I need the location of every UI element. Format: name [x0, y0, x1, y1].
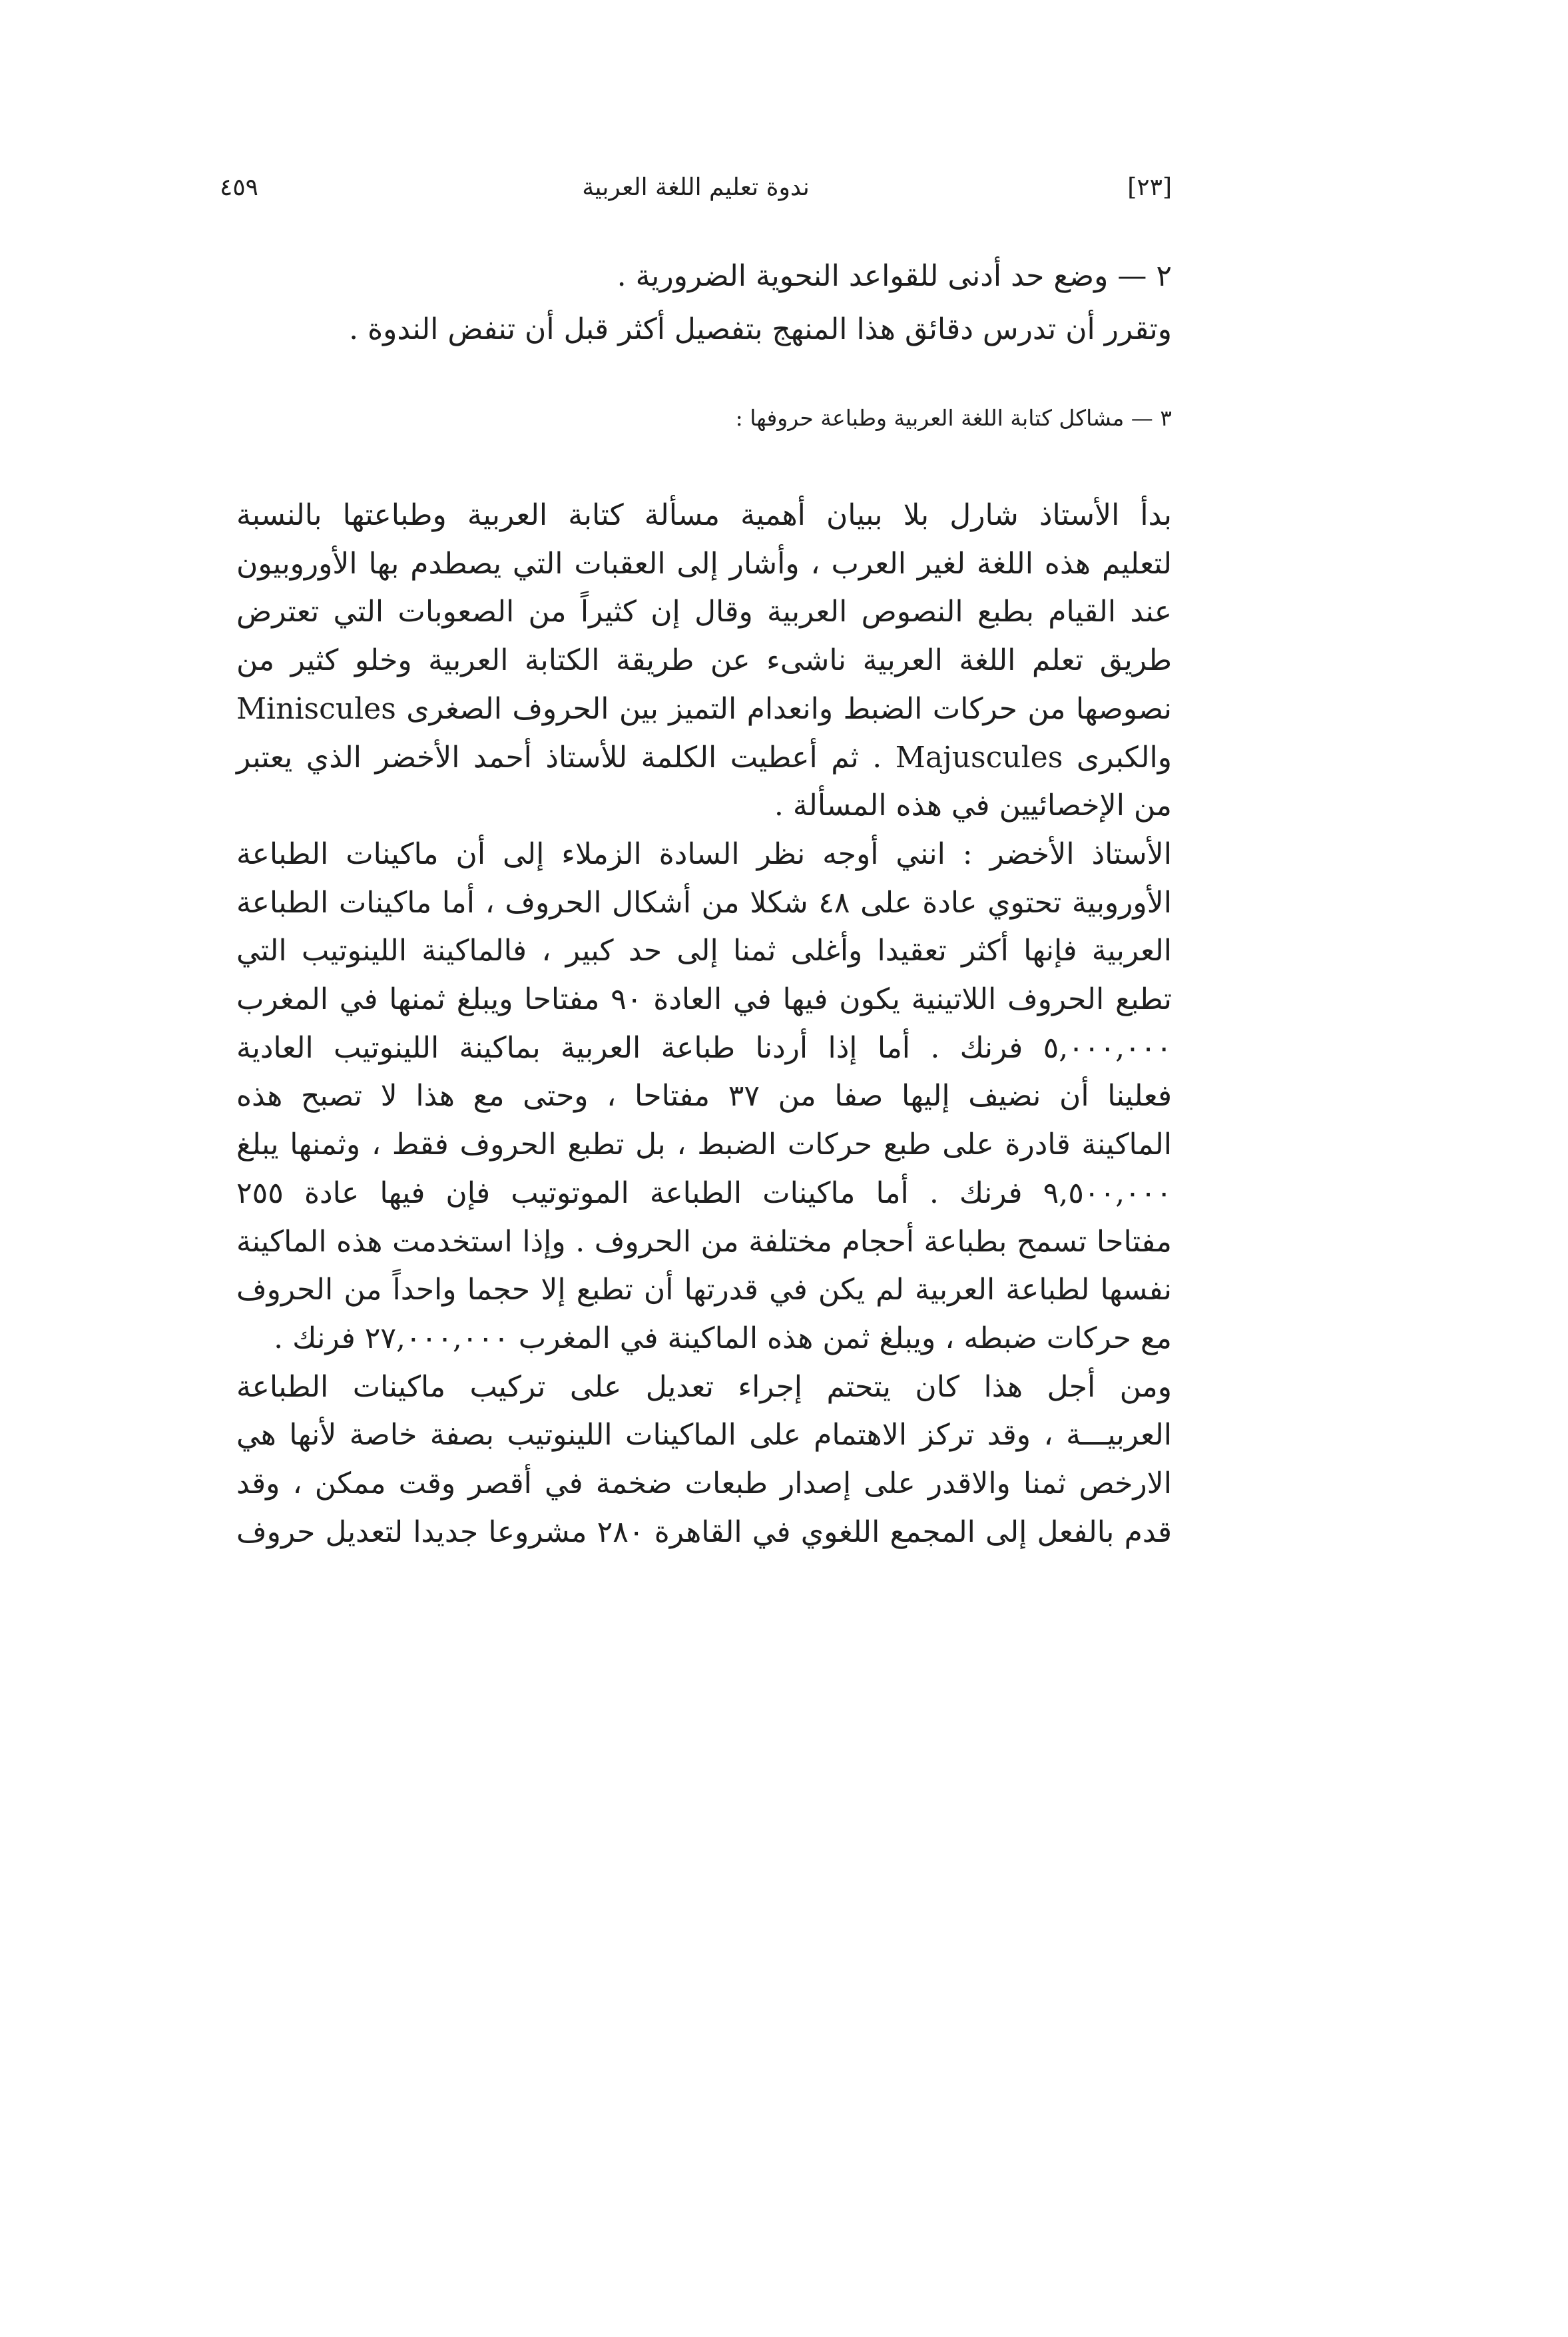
section-heading: ٣ — مشاكل كتابة اللغة العربية وطباعة حروفها : [735, 405, 1172, 431]
text-line: قدم بالفعل إلى المجمع اللغوي في القاهرة ٢٨٠ مشروعا جديدا لتعديل حروف [236, 1514, 1172, 1549]
section-number: [٢٣] [1127, 174, 1172, 201]
text-line: عند القيام بطبع النصوص العربية وقال إن كثيراً من الصعوبات التي تعترض [236, 595, 1172, 629]
text-line: نفسها لطباعة العربية لم يكن في قدرتها أن تطبع إلا حجما واحداً من الحروف [236, 1273, 1172, 1307]
text-line: والكبرى Majuscules . ثم أعطيت الكلمة للأستاذ أحمد الأخضر الذي يعتبر [236, 740, 1172, 775]
text-line: طريق تعلم اللغة العربية ناشىء عن طريقة الكتابة العربية وخلو كثير من [236, 643, 1172, 678]
body-text [236, 492, 1172, 1556]
text-line: بدأ الأستاذ شارل بلا ببيان أهمية مسألة كتابة العربية وطباعتها بالنسبة [236, 498, 1172, 532]
text-line: لتعليم هذه اللغة لغير العرب ، وأشار إلى العقبات التي يصطدم بها الأوروبيون [236, 546, 1172, 581]
text-line: فعلينا أن نضيف إليها صفا من ٣٧ مفتاحا ، وحتى مع هذا لا تصبح هذه [236, 1079, 1172, 1114]
numbered-list [253, 250, 1172, 356]
page-number: ٤٥٩ [220, 174, 259, 201]
text-line: العربية فإنها أكثر تعقيدا وأغلى ثمنا إلى حد كبير ، فالماكينة اللينوتيب التي [236, 934, 1172, 968]
text-line: ٩,٥٠٠,٠٠٠ فرنك . أما ماكينات الطباعة الموتوتيب فإن فيها عادة ٢٥٥ [236, 1175, 1172, 1210]
text-line: العربيـــة ، وقد تركز الاهتمام على الماكينات اللينوتيب بصفة خاصة لأنها هي [236, 1418, 1172, 1453]
list-item: ٢ — وضع حد أدنى للقواعد النحوية الضرورية . [617, 259, 1172, 293]
paragraph [236, 831, 1172, 1363]
text-line: ٥,٠٠٠,٠٠٠ فرنك . أما إذا أردنا طباعة العربية بماكينة اللينوتيب العادية [236, 1030, 1172, 1065]
text-line: من الإخصائيين في هذه المسألة . [774, 789, 1172, 823]
text-line: الارخص ثمنا والاقدر على إصدار طبعات ضخمة في أقصر وقت ممكن ، وقد [236, 1467, 1172, 1501]
paragraph [236, 1363, 1172, 1557]
page-header [220, 168, 1172, 208]
paragraph [236, 492, 1172, 831]
text-line: نصوصها من حركات الضبط وانعدام التميز بين الحروف الصغرى Miniscules [236, 691, 1172, 726]
list-item: وتقرر أن تدرس دقائق هذا المنهج بتفصيل أكثر قبل أن تنفض الندوة . [349, 312, 1172, 346]
text-line: الأستاذ الأخضر : انني أوجه نظر السادة الزملاء إلى أن ماكينات الطباعة [236, 836, 1172, 871]
text-line: مع حركات ضبطه ، ويبلغ ثمن هذه الماكينة في المغرب ٢٧,٠٠٠,٠٠٠ فرنك . [274, 1321, 1172, 1355]
text-line: الماكينة قادرة على طبع حركات الضبط ، بل تطبع الحروف فقط ، وثمنها يبلغ [236, 1128, 1172, 1162]
text-line: ومن أجل هذا كان يتحتم إجراء تعديل على تركيب ماكينات الطباعة [236, 1369, 1172, 1404]
text-line: الأوروبية تحتوي عادة على ٤٨ شكلا من أشكال الحروف ، أما ماكينات الطباعة [236, 885, 1172, 920]
text-line: تطبع الحروف اللاتينية يكون فيها في العادة ٩٠ مفتاحا ويبلغ ثمنها في المغرب [236, 982, 1172, 1017]
text-line: مفتاحا تسمح بطباعة أحجام مختلفة من الحروف . وإذا استخدمت هذه الماكينة [236, 1224, 1173, 1259]
running-title: ندوة تعليم اللغة العربية [582, 174, 810, 201]
